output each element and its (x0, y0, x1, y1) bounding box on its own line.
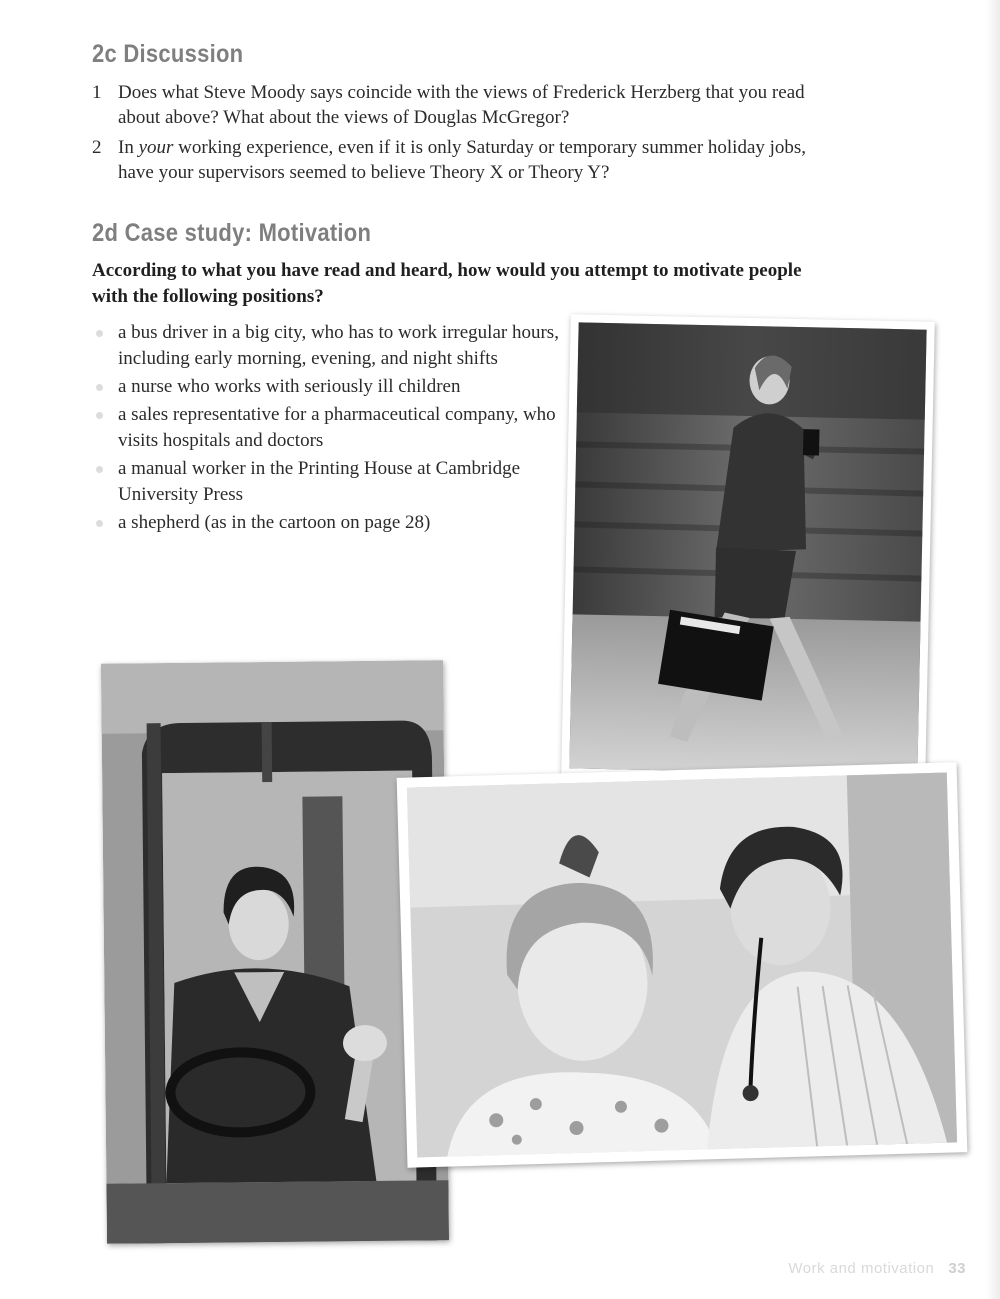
position-text: a nurse who works with seriously ill children (118, 376, 461, 397)
page-number: 33 (948, 1260, 966, 1277)
list-item (92, 510, 582, 536)
photo-nurse-child-icon (397, 762, 968, 1167)
list-item (92, 456, 582, 508)
question-text-end: working experience, even if it is only Saturday or temporary summer holiday jobs, have your supervisors seemed to believe Theory X or Theory Y? (118, 137, 807, 183)
question-text: Does what Steve Moody says coincide with the views of Frederick Herzberg that you read about above? What about the views of Douglas McGregor? (118, 82, 805, 128)
discussion-question (92, 80, 812, 130)
position-text: a manual worker in the Printing House at Cambridge University Press (118, 458, 521, 505)
list-item (92, 402, 582, 454)
position-text: a bus driver in a big city, who has to work irregular hours, including early morning, evening, and night shifts (118, 322, 559, 369)
discussion-question (92, 135, 812, 185)
discussion-questions (92, 80, 812, 190)
question-text-start: In (118, 137, 139, 158)
page-edge (986, 0, 1000, 1299)
positions-list (92, 320, 582, 538)
bullet-icon (96, 384, 103, 391)
case-study-question: According to what you have read and heard, how would you attempt to motivate people with the following positions? (92, 260, 802, 307)
case-study-heading: 2d Case study: Motivation (92, 219, 372, 247)
question-text (118, 137, 806, 183)
photo-businesswoman-running-icon (561, 314, 935, 784)
discussion-heading: 2c Discussion (92, 40, 244, 68)
question-emphasis: your (138, 137, 174, 158)
photo-businesswoman-running (561, 314, 935, 784)
position-text: a shepherd (as in the cartoon on page 28) (118, 512, 431, 533)
photo-bus-driver (101, 660, 449, 1244)
photo-nurse-child (397, 762, 968, 1167)
list-item (92, 374, 582, 400)
footer-section: Work and motivation (788, 1260, 935, 1277)
bullet-icon (96, 520, 103, 527)
position-text: a sales representative for a pharmaceutical company, who visits hospitals and doctors (118, 404, 556, 451)
page-footer (788, 1260, 966, 1277)
bullet-icon (96, 330, 103, 337)
list-item (92, 320, 582, 372)
photo-bus-driver-icon (101, 660, 449, 1244)
bullet-icon (96, 466, 103, 473)
bullet-icon (96, 412, 103, 419)
question-number: 1 (92, 82, 102, 103)
question-number: 2 (92, 137, 102, 158)
